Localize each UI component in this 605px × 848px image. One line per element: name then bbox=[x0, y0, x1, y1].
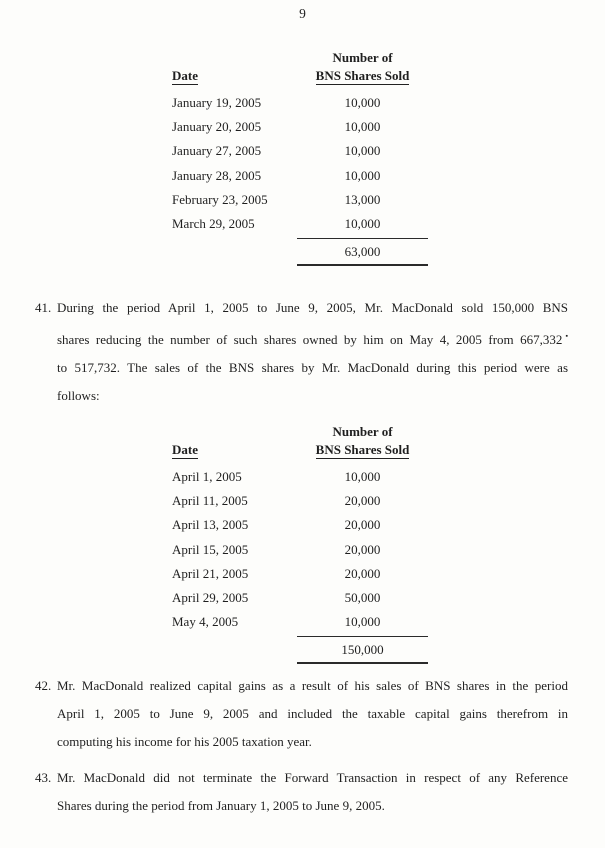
shares-cell: 10,000 bbox=[344, 216, 381, 232]
column-header-number-line1: Number of bbox=[332, 424, 393, 439]
paragraph-text bbox=[57, 764, 568, 820]
table-row bbox=[172, 465, 428, 489]
paragraph-line: Mr. MacDonald realized capital gains as a result of his sales of BNS shares in the period bbox=[57, 678, 568, 693]
date-cell: January 28, 2005 bbox=[172, 167, 262, 183]
shares-cell: 10,000 bbox=[344, 95, 381, 111]
date-cell: January 20, 2005 bbox=[172, 119, 262, 135]
paragraph-41 bbox=[35, 294, 568, 410]
paragraph-line: computing his income for his 2005 taxation year. bbox=[57, 734, 312, 749]
shares-cell: 10,000 bbox=[344, 119, 381, 135]
total-value: 150,000 bbox=[341, 642, 384, 658]
shares-cell: 20,000 bbox=[344, 493, 381, 509]
shares-cell: 10,000 bbox=[344, 167, 381, 183]
table-body bbox=[172, 91, 428, 236]
paragraph-number: 43. bbox=[35, 770, 52, 785]
shares-cell: 13,000 bbox=[344, 191, 381, 207]
table-header-row bbox=[172, 67, 428, 84]
table-total bbox=[297, 636, 428, 664]
shares-cell: 50,000 bbox=[344, 590, 381, 606]
table-row bbox=[172, 91, 428, 115]
footnote-mark: ▪ bbox=[562, 332, 569, 340]
column-header-number-line2: BNS Shares Sold bbox=[315, 68, 410, 83]
table-total bbox=[297, 238, 428, 266]
date-cell: April 29, 2005 bbox=[172, 590, 249, 606]
shares-cell: 10,000 bbox=[344, 614, 381, 630]
date-cell: April 11, 2005 bbox=[172, 493, 248, 509]
paragraph-number: 42. bbox=[35, 678, 52, 693]
bns-shares-table-jan-mar bbox=[172, 50, 428, 266]
shares-cell: 20,000 bbox=[344, 517, 381, 533]
table-header-row bbox=[172, 441, 428, 458]
date-cell: April 13, 2005 bbox=[172, 517, 249, 533]
date-cell: April 1, 2005 bbox=[172, 469, 242, 485]
page-number: 9 bbox=[299, 6, 306, 21]
date-cell: March 29, 2005 bbox=[172, 216, 255, 232]
paragraph-line: shares reducing the number of such shares owned by him on May 4, 2005 from 667,332▪ bbox=[57, 332, 569, 347]
paragraph-line: During the period April 1, 2005 to June 9, 2005, Mr. MacDonald sold 150,000 BNS bbox=[57, 300, 568, 315]
paragraph-42 bbox=[35, 672, 568, 756]
column-header-number-line1: Number of bbox=[332, 50, 393, 65]
date-cell: January 19, 2005 bbox=[172, 95, 262, 111]
date-cell: May 4, 2005 bbox=[172, 614, 239, 630]
table-row bbox=[172, 188, 428, 212]
total-double-rule bbox=[297, 662, 428, 664]
column-header-number-line2: BNS Shares Sold bbox=[315, 442, 410, 457]
paragraph-line: follows: bbox=[57, 388, 100, 403]
paragraph-text bbox=[57, 294, 568, 410]
table-row bbox=[172, 489, 428, 513]
bns-shares-table-apr-may bbox=[172, 424, 428, 664]
shares-cell: 20,000 bbox=[344, 541, 381, 557]
total-double-rule bbox=[297, 264, 428, 266]
date-cell: April 21, 2005 bbox=[172, 565, 249, 581]
paragraph-text bbox=[57, 672, 568, 756]
table-row bbox=[172, 115, 428, 139]
column-header-date: Date bbox=[172, 442, 198, 457]
column-header-date: Date bbox=[172, 68, 198, 83]
paragraph-number: 41. bbox=[35, 300, 52, 315]
table-body bbox=[172, 465, 428, 634]
table-row bbox=[172, 586, 428, 610]
table-row bbox=[172, 139, 428, 163]
table-row bbox=[172, 538, 428, 562]
shares-cell: 20,000 bbox=[344, 565, 381, 581]
paragraph-line: April 1, 2005 to June 9, 2005 and included the taxable capital gains therefrom in bbox=[57, 706, 568, 721]
paragraph-line: Shares during the period from January 1, 2005 to June 9, 2005. bbox=[57, 798, 385, 813]
shares-cell: 10,000 bbox=[344, 469, 381, 485]
table-row bbox=[172, 164, 428, 188]
paragraph-43 bbox=[35, 764, 568, 820]
table-row bbox=[172, 610, 428, 634]
table-row bbox=[172, 562, 428, 586]
table-row bbox=[172, 513, 428, 537]
shares-cell: 10,000 bbox=[344, 143, 381, 159]
date-cell: February 23, 2005 bbox=[172, 191, 268, 207]
date-cell: January 27, 2005 bbox=[172, 143, 262, 159]
table-row bbox=[172, 212, 428, 236]
paragraph-line: to 517,732. The sales of the BNS shares by Mr. MacDonald during this period were as bbox=[57, 360, 568, 375]
date-cell: April 15, 2005 bbox=[172, 541, 249, 557]
total-value: 63,000 bbox=[344, 244, 381, 260]
paragraph-line: Mr. MacDonald did not terminate the Forward Transaction in respect of any Reference bbox=[57, 770, 568, 785]
